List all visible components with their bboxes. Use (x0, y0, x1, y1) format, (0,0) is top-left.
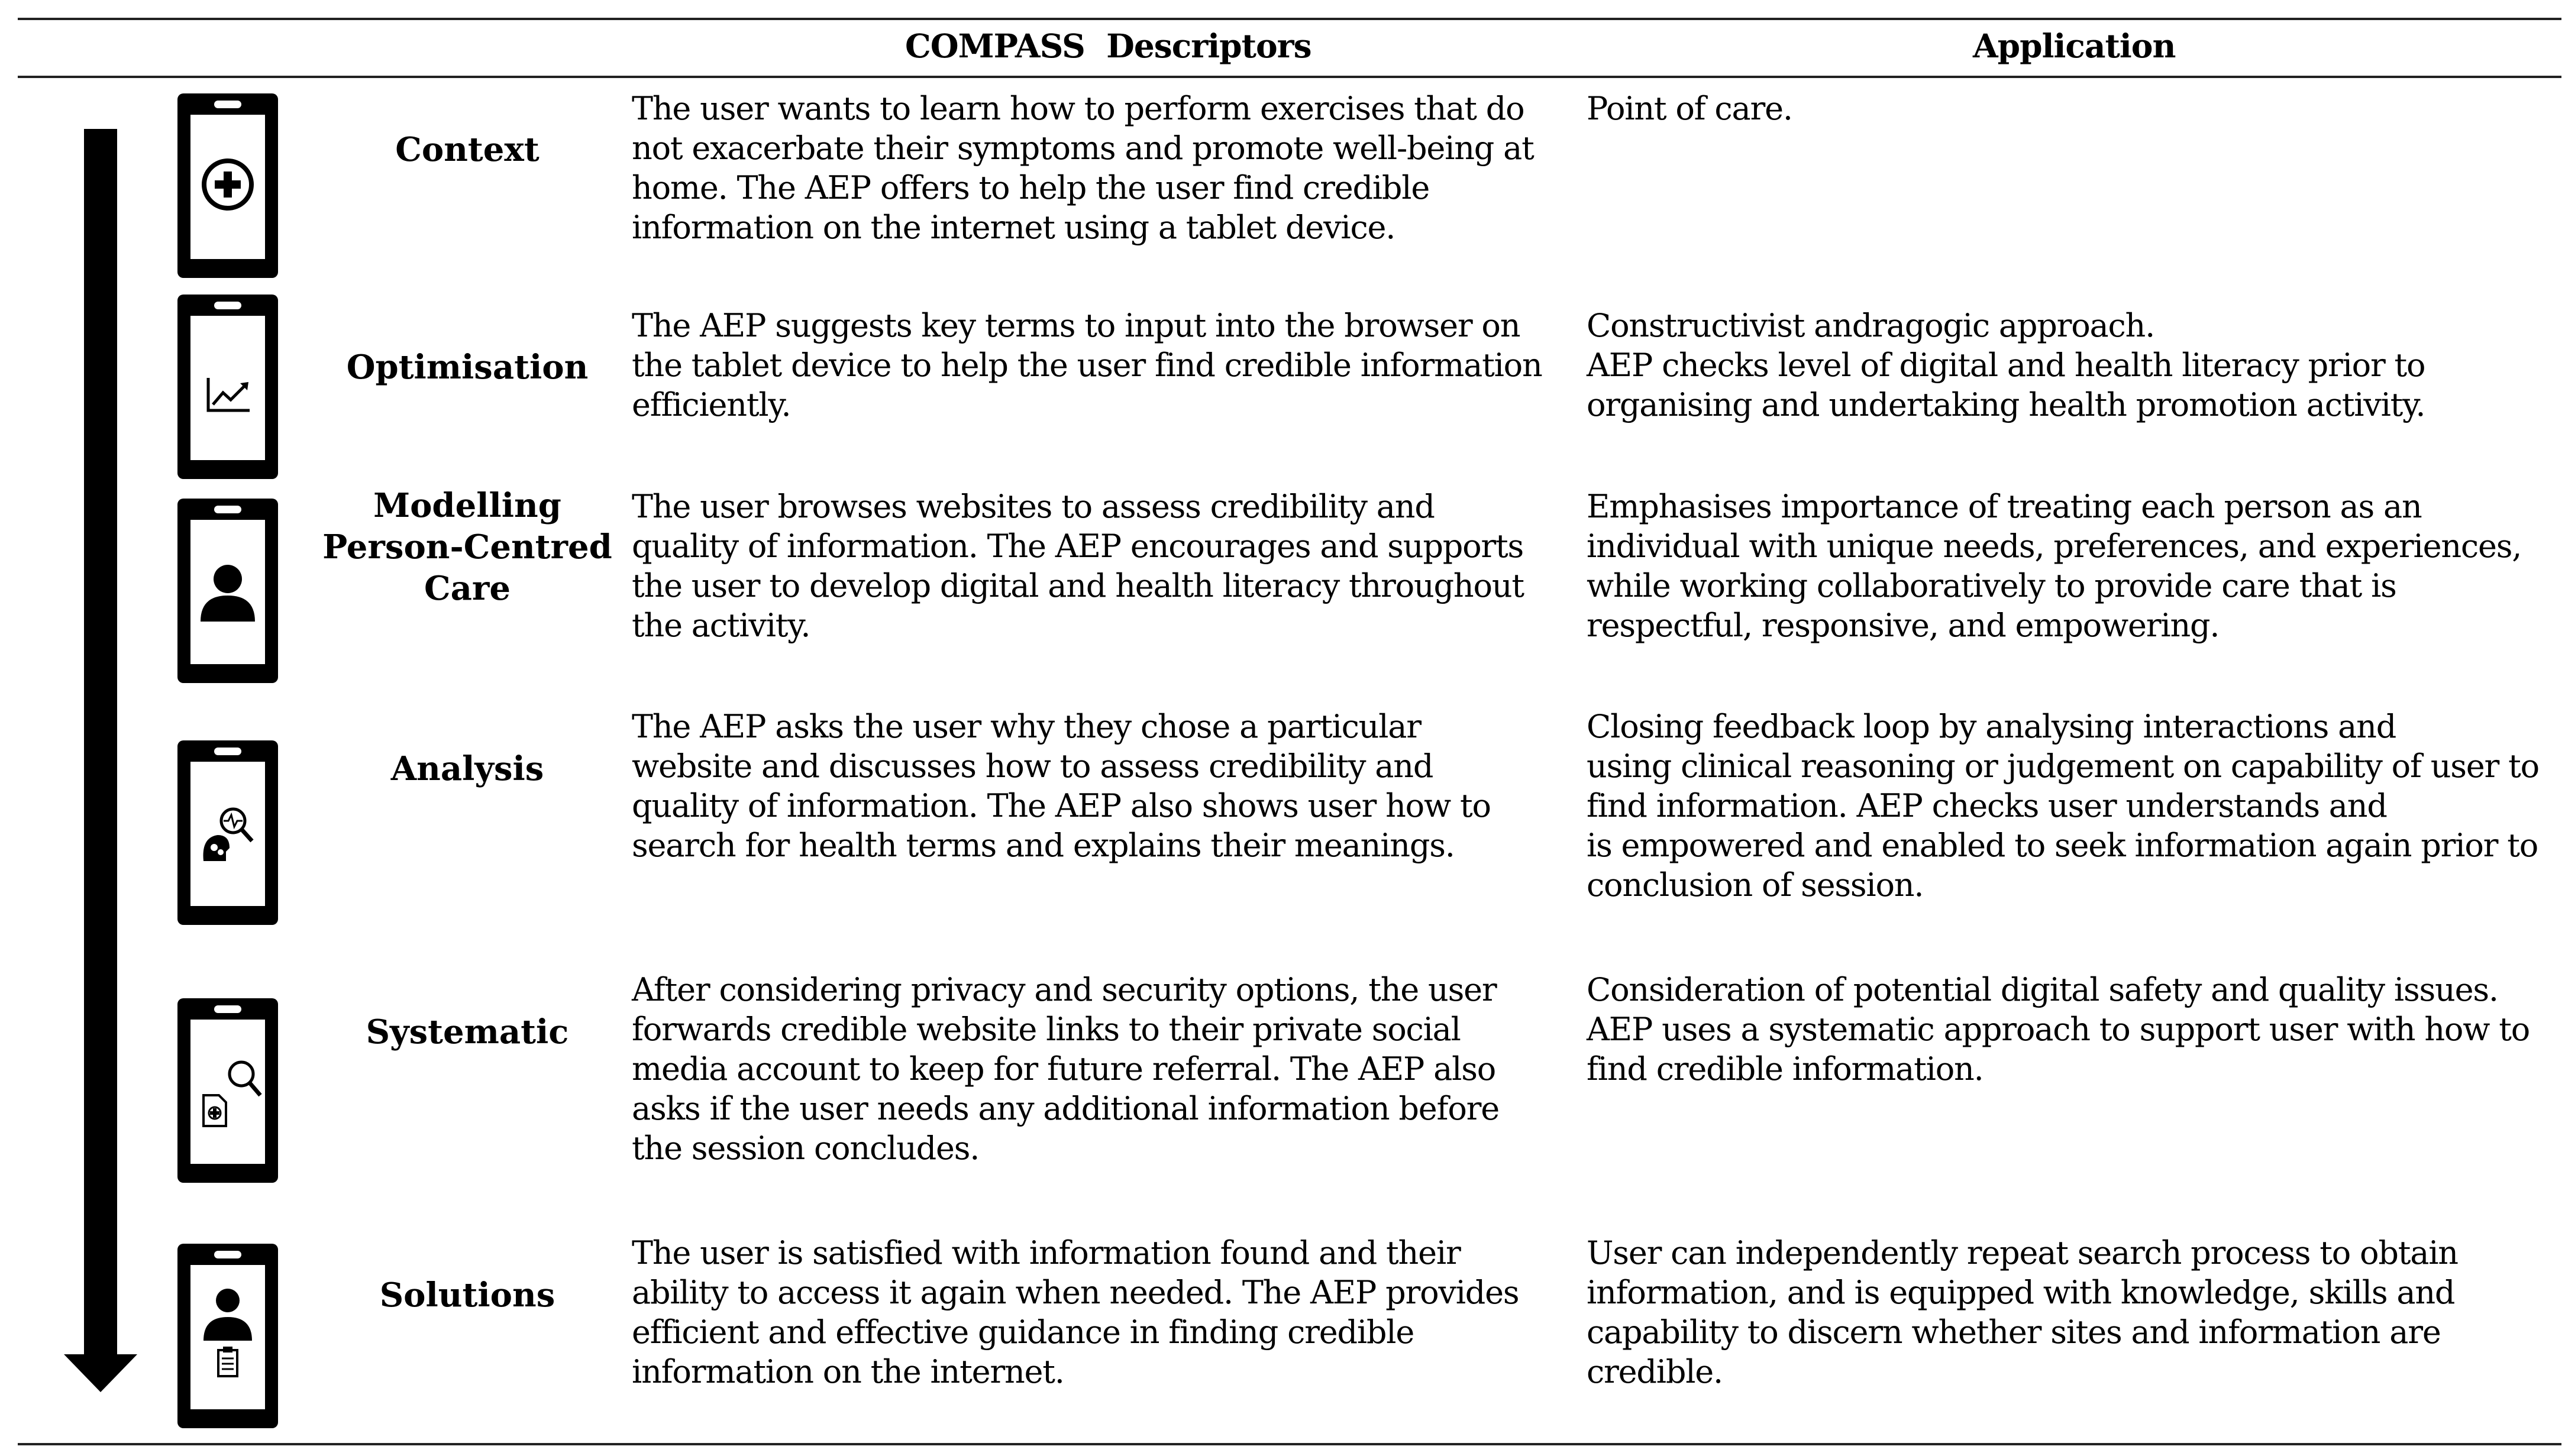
tablet-device-icon (177, 740, 278, 925)
row-application: Consideration of potential digital safety and quality issues. AEP uses a systematic approach to support user with how to find credible information. (1587, 971, 2530, 1088)
row-label: Modelling Person-Centred Care (322, 486, 612, 608)
tablet-device-icon (177, 998, 278, 1183)
row-label: Systematic (366, 1012, 569, 1051)
line-chart-icon (190, 316, 265, 460)
row-application: Emphasises importance of treating each person as an individual with unique needs, preferences, and experiences, while working collaboratively to provide care that is respectful, responsive, and empowering. (1587, 488, 2522, 644)
table-top-rule (18, 18, 2561, 20)
person-icon (190, 520, 265, 664)
row-application: Closing feedback loop by analysing interactions and using clinical reasoning or judgement on capability of user to find information. AEP checks user understands and is empowered and enabled to seek information again prior to conclusion of session. (1587, 708, 2539, 904)
row-description: After considering privacy and security options, the user forwards credible website links to their private social media account to keep for future referral. The AEP also asks if the user needs any additional information before the session concludes. (632, 971, 1499, 1167)
application-column-header: Application (1973, 27, 2176, 65)
row-description: The user is satisfied with information found and their ability to access it again when needed. The AEP provides efficient and effective guidance in finding credible information on the internet. (632, 1234, 1519, 1390)
table-bottom-rule (18, 1443, 2561, 1445)
person-clipboard-icon (190, 1265, 265, 1409)
document-search-icon (190, 1020, 265, 1164)
row-label: Solutions (379, 1276, 555, 1315)
tablet-device-icon (177, 499, 278, 683)
medical-cross-icon (190, 115, 265, 259)
row-label: Optimisation (346, 348, 589, 387)
tablet-device-icon (177, 1244, 278, 1428)
descriptors-column-header: COMPASS Descriptors (905, 27, 1311, 65)
row-description: The user browses websites to assess credibility and quality of information. The AEP encourages and supports the user to develop digital and health literacy throughout the activity. (632, 488, 1524, 644)
row-description: The AEP suggests key terms to input into the browser on the tablet device to help the user find credible information efficiently. (632, 307, 1542, 423)
row-application: Constructivist andragogic approach. AEP checks level of digital and health literacy prior to organising and undertaking health promotion activity. (1587, 307, 2425, 423)
row-description: The AEP asks the user why they chose a particular website and discusses how to assess credibility and quality of information. The AEP also shows user how to search for health terms and explains their meanings. (632, 708, 1491, 864)
table-header-rule (18, 76, 2561, 78)
row-application: User can independently repeat search process to obtain information, and is equipped with knowledge, skills and capability to discern whether sites and information are credible. (1587, 1234, 2458, 1390)
head-analysis-icon (190, 762, 265, 906)
row-application: Point of care. (1587, 90, 1792, 127)
tablet-device-icon (177, 93, 278, 278)
row-label: Analysis (390, 749, 544, 788)
tablet-device-icon (177, 295, 278, 479)
row-description: The user wants to learn how to perform exercises that do not exacerbate their symptoms and promote well-being at home. The AEP offers to help the user find credible information on the internet using a tablet device. (632, 90, 1534, 246)
row-label: Context (395, 130, 540, 169)
flow-arrow-icon (59, 129, 142, 1394)
